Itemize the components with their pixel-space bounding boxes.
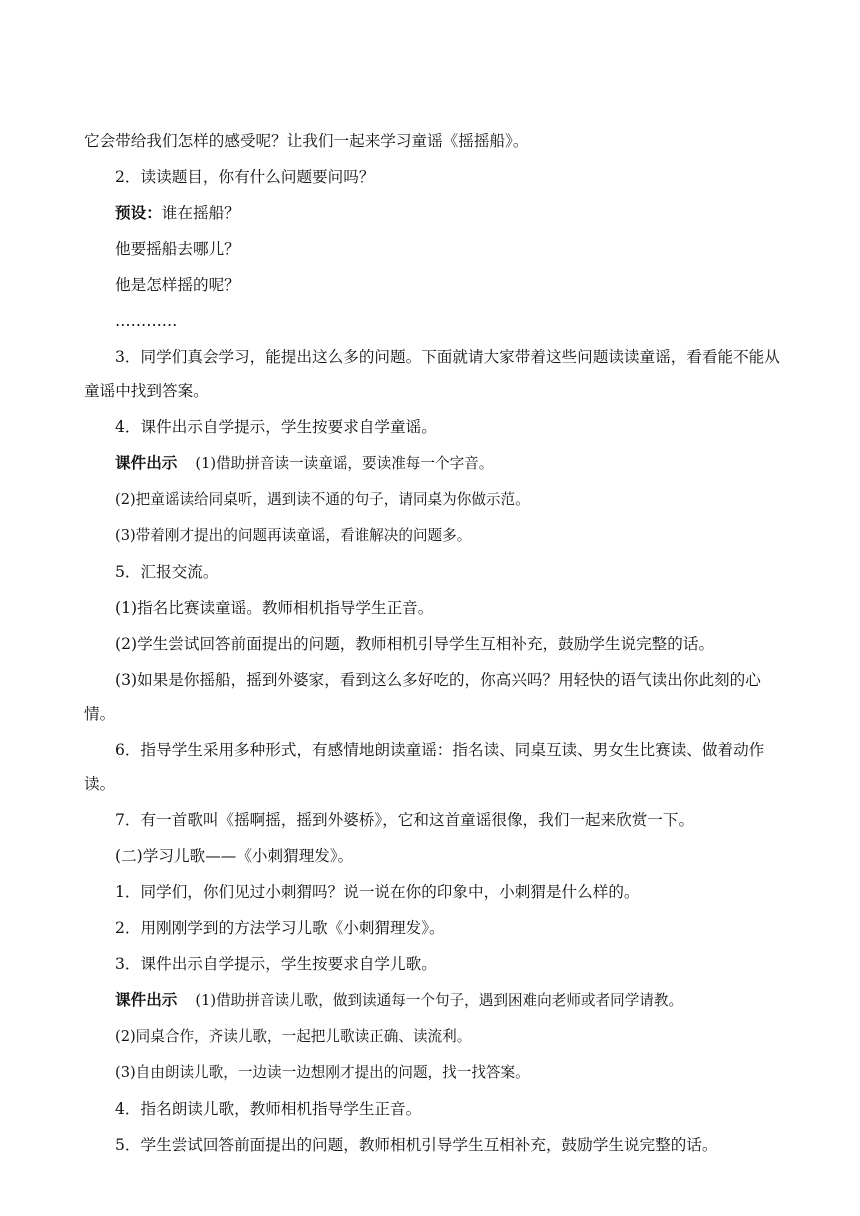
paragraph: 4．指名朗读儿歌，教师相机指导学生正音。 [115,1100,422,1118]
paragraph: (3)自由朗读儿歌，一边读一边想刚才提出的问题，找一找答案。 [115,1064,530,1081]
paragraph: 5．汇报交流。 [115,563,219,581]
paragraph: (2)学生尝试回答前面提出的问题，教师相机引导学生互相补充，鼓励学生说完整的话。 [115,635,715,653]
courseware-label: 课件出示 [115,453,178,472]
section-heading: (二)学习儿歌——《小刺猬理发》。 [115,847,354,865]
paragraph: 它会带给我们怎样的感受呢？让我们一起来学习童谣《摇摇船》。 [84,132,529,150]
courseware-text: (1)借助拼音读一读童谣，要读准每一个字音。 [195,455,494,472]
paragraph [84,446,780,481]
paragraph: 6．指导学生采用多种形式，有感情地朗读童谣：指名读、同桌互读、男女生比赛读、做着动作读。 [84,741,765,793]
courseware-label: 课件出示 [115,990,178,1009]
paragraph: 7．有一首歌叫《摇啊摇，摇到外婆桥》，它和这首童谣很像，我们一起来欣赏一下。 [115,811,695,829]
preset-text: 谁在摇船？ [161,204,240,222]
courseware-text: (1)借助拼音读儿歌，做到读通每一个句子，遇到困难向老师或者同学请教。 [195,992,684,1009]
paragraph: 1．同学们，你们见过小刺猬吗？说一说在你的印象中，小刺猬是什么样的。 [115,883,640,901]
paragraph [84,983,780,1018]
paragraph: 3．同学们真会学习，能提出这么多的问题。下面就请大家带着这些问题读读童谣，看看能不能从童谣中找到答案。 [84,348,780,400]
ellipsis-line: ………… [115,312,178,330]
paragraph: 5．学生尝试回答前面提出的问题，教师相机引导学生互相补充，鼓励学生说完整的话。 [115,1136,718,1154]
document-body [84,124,780,1164]
paragraph: 3．课件出示自学提示，学生按要求自学儿歌。 [115,955,437,973]
paragraph: 他是怎样摇的呢？ [115,276,240,294]
paragraph [84,196,780,230]
paragraph: (2)把童谣读给同桌听，遇到读不通的句子，请同桌为你做示范。 [115,491,530,508]
paragraph: 2．读读题目，你有什么问题要问吗？ [115,168,375,186]
preset-label: 预设： [115,203,162,222]
paragraph: 4．课件出示自学提示，学生按要求自学童谣。 [115,418,437,436]
paragraph: 他要摇船去哪儿？ [115,240,240,258]
paragraph: (3)如果是你摇船，摇到外婆家，看到这么多好吃的，你高兴吗？用轻快的语气读出你此刻的心情。 [84,671,761,723]
paragraph: 2．用刚刚学到的方法学习儿歌《小刺猬理发》。 [115,919,445,937]
paragraph: (1)指名比赛读童谣。教师相机指导学生正音。 [115,599,434,617]
paragraph: (3)带着刚才提出的问题再读童谣，看谁解决的问题多。 [115,527,472,544]
paragraph: (2)同桌合作，齐读儿歌，一起把儿歌读正确、读流利。 [115,1028,472,1045]
